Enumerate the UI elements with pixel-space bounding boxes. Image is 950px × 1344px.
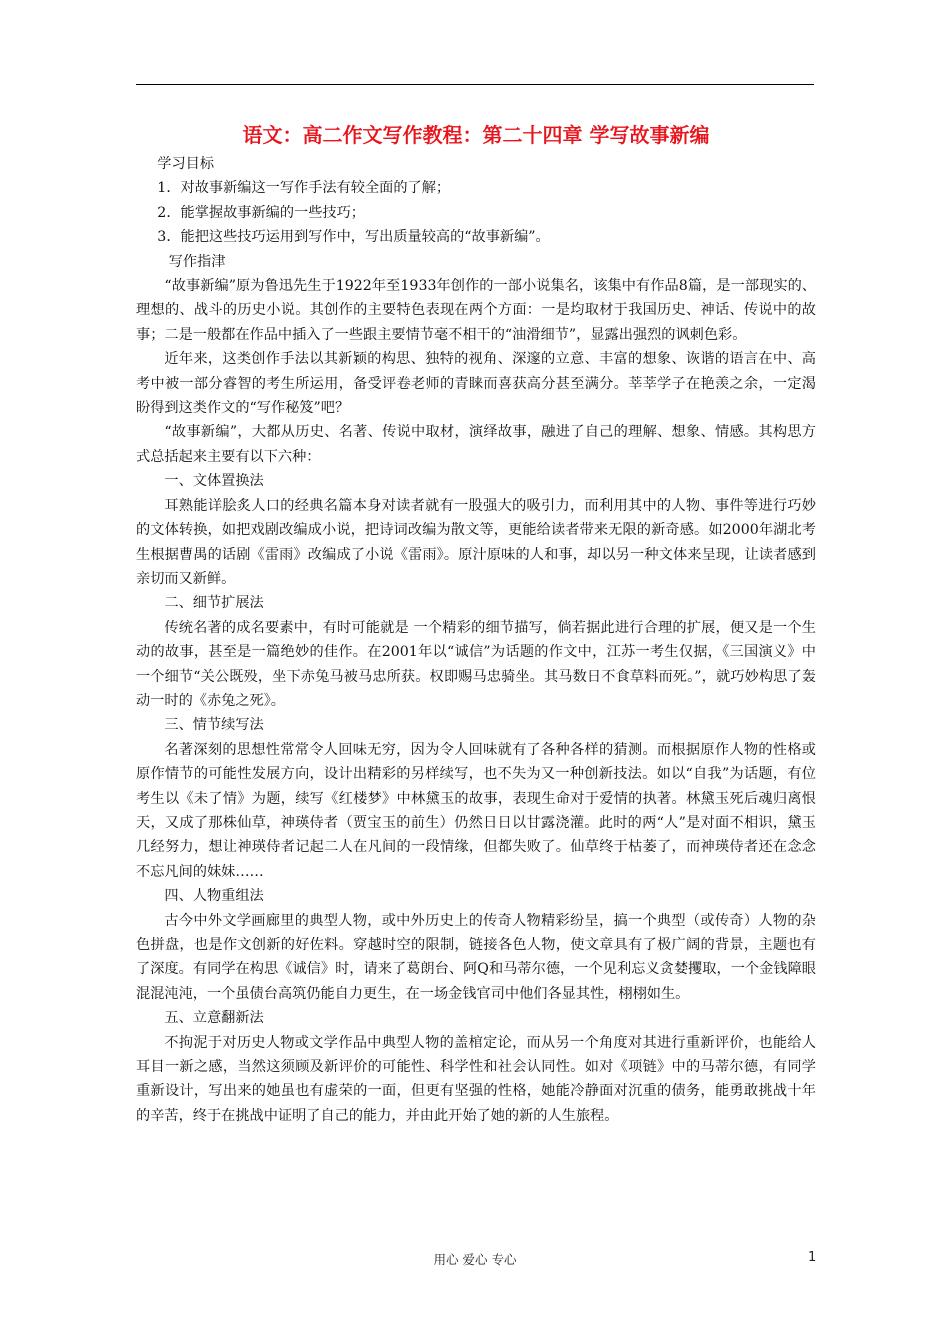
section-text-1: 耳熟能详脍炙人口的经典名篇本身对读者就有一股强大的吸引力，而利用其中的人物、事件等进行巧妙的文体转换，如把戏剧改编成小说，把诗词改编为散文等，更能给读者带来无限的新奇感。如2000年湖北考生根据曹禺的话剧《雷雨》改编成了小说《雷雨》。原汁原味的人和事，却以另一种文体来呈现，让读者感到亲切而又新鲜。 xyxy=(136,497,816,587)
intro-paragraph-3: “故事新编”，大都从历史、名著、传说中取材，演绎故事，融进了自己的理解、想象、情感。其构思方式总括起来主要有以下六种： xyxy=(136,424,816,465)
intro-paragraph-1: “故事新编”原为鲁迅先生于1922年至1933年创作的一部小说集名，该集中有作品8篇，是一部现实的、理想的、战斗的历史小说。其创作的主要特色表现在两个方面：一是均取材于我国历史、神话、传说中的故事；二是一般都在作品中插入了一些跟主要情节毫不相干的“油滑细节”，显露出强烈的讽刺色彩。 xyxy=(136,278,816,343)
page-number: 1 xyxy=(808,1250,817,1265)
goal-item-3: 3．能把这些技巧运用到写作中，写出质量较高的“故事新编”。 xyxy=(157,229,550,246)
section-heading-4: 四、人物重组法 xyxy=(164,888,264,905)
section-text-5: 不拘泥于对历史人物或文学作品中典型人物的盖棺定论，而从另一个角度对其进行重新评价，也能给人耳目一新之感，当然这须顾及新评价的可能性、科学性和社会认同性。如对《项链》中的马蒂尔德，有同学重新设计，写出来的她虽也有虚荣的一面，但更有坚强的性格，她能冷静面对沉重的债务，能勇敢挑战十年的辛苦，终于在挑战中证明了自己的能力，并由此开始了她的新的人生旅程。 xyxy=(136,1034,816,1124)
section-heading-3: 三、情节续写法 xyxy=(164,717,264,734)
page-title: 语文：高二作文写作教程：第二十四章 学写故事新编 xyxy=(242,123,710,147)
intro-paragraph-2: 近年来，这类创作手法以其新颖的构思、独特的视角、深邃的立意、丰富的想象、诙谐的语言在中、高考中被一部分睿智的考生所运用，备受评卷老师的青睐而喜获高分甚至满分。莘莘学子在艳羡之余，一定渴盼得到这类作文的“写作秘笈”吧？ xyxy=(136,351,816,417)
section-heading-2: 二、细节扩展法 xyxy=(164,595,264,612)
section-text-2: 传统名著的成名要素中，有时可能就是 一个精彩的细节描写，倘若据此进行合理的扩展，便又是一个生动的故事，甚至是一篇绝妙的佳作。在2001年以“诚信”为话题的作文中，江苏一考生仅据，《三国演义》中一个细节“关公既殁，坐下赤兔马被马忠所获。权即赐马忠骑坐。其马数日不食草料而死。”，就巧妙构思了轰动一时的《赤兔之死》。 xyxy=(136,619,816,709)
goal-item-1: 1．对故事新编这一写作手法有较全面的了解； xyxy=(157,180,451,197)
section-text-4: 古今中外文学画廊里的典型人物，或中外历史上的传奇人物精彩纷呈，搞一个典型（或传奇）人物的杂色拼盘，也是作文创新的好佐料。穿越时空的限制，链接各色人物，使文章具有了极广阔的背景，主题也有了深度。有同学在构思《诚信》时，请来了葛朗台、阿Q和马蒂尔德，一个见利忘义贪婪攫取，一个金钱障眼混混沌沌，一个虽债台高筑仍能自力更生，在一场金钱官司中他们各显其性，栩栩如生。 xyxy=(136,912,816,1002)
header-rule xyxy=(136,84,814,85)
goal-item-2: 2．能掌握故事新编的一些技巧； xyxy=(157,204,365,221)
section-heading-5: 五、立意翻新法 xyxy=(164,1010,264,1027)
page-footer: 用心 爱心 专心 xyxy=(433,1252,517,1267)
document-body xyxy=(136,118,816,1128)
guide-heading: 写作指津 xyxy=(168,253,226,270)
goals-heading: 学习目标 xyxy=(157,156,215,172)
section-heading-1: 一、文体置换法 xyxy=(164,473,264,490)
section-text-3: 名著深刻的思想性常常令人回味无穷，因为令人回味就有了各种各样的猜测。而根据原作人物的性格或原作情节的可能性发展方向，设计出精彩的另样续写，也不失为又一种创新技法。如以“自我”为话题，有位考生以《未了情》为题，续写《红楼梦》中林黛玉的故事，表现生命对于爱情的执著。林黛玉死后魂归离恨天，又成了那株仙草，神瑛侍者（贾宝玉的前生）仍然日日以甘露浇灌。此时的两“人”是对面不相识，黛玉几经努力，想让神瑛侍者记起二人在凡间的一段情缘，但都失败了。仙草终于枯萎了，而神瑛侍者还在念念不忘凡间的妹妹…… xyxy=(136,741,816,880)
